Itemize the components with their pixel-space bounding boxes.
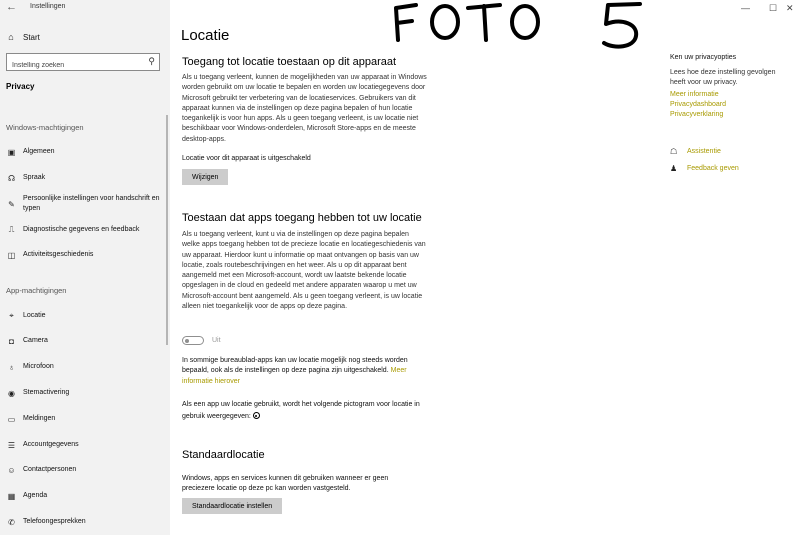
maximize-icon[interactable]: ☐ — [769, 3, 778, 13]
sidebar-item-label: Meldingen — [23, 415, 56, 422]
section-text-default-location: Windows, apps en services kunnen dit gebruiken wanneer er geen preciezere locatie op deze pc kan worden vastgesteld. — [182, 475, 389, 493]
sidebar-item-accountgegevens[interactable] — [6, 440, 160, 450]
section-heading-device-access: Toegang tot locatie toestaan op dit apparaat — [182, 56, 397, 68]
location-in-use-icon — [253, 412, 260, 419]
sidebar-item-agenda[interactable] — [6, 491, 160, 501]
toggle-state-label: Uit — [212, 337, 221, 344]
back-arrow-icon[interactable]: ← — [6, 1, 17, 13]
home-icon: ⌂ — [8, 32, 14, 42]
more-info-link[interactable]: Meer informatie hierover — [182, 367, 407, 385]
sidebar-item-locatie[interactable] — [6, 311, 160, 321]
account-icon: ☰ — [7, 440, 16, 450]
section-title-privacy: Privacy — [6, 82, 35, 91]
privacy-options-title: Ken uw privacyopties — [670, 54, 737, 61]
icon-note-text: Als een app uw locatie gebruikt, wordt het volgende pictogram voor locatie in gebruik weergegeven: — [182, 401, 420, 420]
set-default-location-button[interactable]: Standaardlocatie instellen — [182, 498, 282, 514]
calendar-icon: ▦ — [7, 491, 16, 501]
sidebar-item-diagnostiek[interactable] — [6, 225, 160, 235]
notifications-icon: ▭ — [7, 414, 16, 424]
sidebar-item-label: Agenda — [23, 492, 48, 499]
desktop-apps-note — [182, 356, 412, 387]
microphone-icon: ♁ — [8, 362, 15, 372]
sidebar-item-camera[interactable] — [6, 336, 160, 346]
change-button[interactable]: Wijzigen — [182, 169, 228, 185]
page-title: Locatie — [181, 27, 230, 44]
sidebar-item-label: Microfoon — [23, 363, 54, 370]
desktop-apps-note-text: In sommige bureaublad-apps kan uw locatie mogelijk nog steeds worden bepaald, ook als de instellingen op deze pagina zijn uitgeschakeld. — [182, 357, 408, 375]
lock-icon: ▣ — [7, 147, 16, 157]
device-location-status: Locatie voor dit apparaat is uitgeschakeld — [182, 155, 311, 162]
window-title: Instellingen — [30, 3, 66, 10]
icon-note — [182, 399, 422, 423]
help-link[interactable] — [670, 147, 721, 156]
sidebar-item-label: Persoonlijke instellingen voor handschrift en typen — [23, 195, 160, 212]
pen-icon: ✎ — [8, 199, 15, 209]
privacy-options-text: Lees hoe deze instelling gevolgen heeft voor uw privacy. — [670, 69, 776, 86]
sidebar-scrollbar[interactable] — [166, 115, 168, 345]
speech-icon: ☊ — [7, 173, 16, 183]
sidebar-item-label: Camera — [23, 337, 48, 344]
sidebar-item-label: Stemactivering — [23, 389, 70, 396]
help-label: Assistentie — [687, 148, 721, 155]
sidebar-item-activiteit[interactable] — [6, 250, 160, 260]
sidebar-item-label: Activiteitsgeschiedenis — [23, 251, 94, 258]
phone-icon: ✆ — [8, 517, 15, 527]
nav-start[interactable] — [6, 29, 40, 45]
section-header-windows-permissions: Windows-machtigingen — [6, 123, 84, 132]
sidebar — [0, 0, 170, 535]
activity-icon: ◫ — [7, 250, 16, 260]
sidebar-item-microfoon[interactable] — [6, 362, 160, 372]
sidebar-item-label: Accountgegevens — [23, 441, 79, 448]
toggle-knob — [185, 339, 189, 343]
sidebar-item-handschrift[interactable] — [6, 194, 160, 214]
search-box[interactable] — [6, 53, 160, 71]
help-chat-icon: ☖ — [670, 147, 678, 156]
minimize-icon[interactable]: — — [741, 3, 750, 13]
contacts-icon: ☺ — [7, 465, 16, 475]
sidebar-item-label: Locatie — [23, 312, 46, 319]
sidebar-item-telefoongesprekken[interactable] — [6, 517, 160, 527]
section-header-app-permissions: App-machtigingen — [6, 286, 67, 295]
sidebar-item-stemactivering[interactable] — [6, 388, 160, 398]
sidebar-item-label: Algemeen — [23, 148, 55, 155]
sidebar-item-label: Spraak — [23, 174, 46, 181]
search-icon[interactable]: ⚲ — [148, 56, 155, 66]
sidebar-item-label: Diagnostische gegevens en feedback — [23, 226, 140, 233]
sidebar-item-meldingen[interactable] — [6, 414, 160, 424]
search-input[interactable] — [7, 58, 142, 74]
section-heading-app-access: Toestaan dat apps toegang hebben tot uw locatie — [182, 212, 422, 224]
section-text-device-access: Als u toegang verleent, kunnen de mogelijkheden van uw apparaat in Windows worden gebruikt om uw locatie te bepalen en worden uw locatiegegevens door Microsoft gebruikt ter verbetering van de locatieservices. Gebruikers van dit apparaat kunnen via de instellingen op deze pagina bepalen of hun locatie toegankelijk is voor hun apps. Als u geen toegang verleent, is uw locatie niet beschikbaar voor Windows-onderdelen, Microsoft Store-apps en de meeste desktop-apps. — [182, 74, 427, 143]
privacy-statement-link[interactable]: Privacyverklaring — [670, 111, 724, 118]
nav-start-label: Start — [23, 32, 40, 42]
close-icon[interactable]: ✕ — [786, 3, 794, 13]
more-info-right-link[interactable]: Meer informatie — [670, 91, 719, 98]
handwritten-overlay-foto-5 — [390, 0, 650, 56]
privacy-dashboard-link[interactable]: Privacydashboard — [670, 101, 727, 108]
feedback-label: Feedback geven — [687, 165, 739, 172]
camera-icon: ◘ — [9, 336, 14, 346]
sidebar-item-algemeen[interactable] — [6, 147, 160, 157]
diagnostics-icon: ⎍ — [8, 225, 15, 234]
location-toggle[interactable] — [182, 336, 204, 345]
sidebar-item-label: Telefoongesprekken — [23, 518, 86, 525]
feedback-icon: ♟ — [670, 164, 678, 173]
location-icon: ⌖ — [9, 311, 14, 320]
sidebar-item-contactpersonen[interactable] — [6, 465, 160, 475]
sidebar-item-spraak[interactable] — [6, 173, 160, 183]
voice-activation-icon: ◉ — [8, 388, 15, 398]
section-heading-default-location: Standaardlocatie — [182, 449, 265, 461]
sidebar-item-label: Contactpersonen — [23, 466, 77, 473]
feedback-link[interactable] — [670, 164, 739, 173]
section-text-app-access: Als u toegang verleent, kunt u via de instellingen op deze pagina bepalen welke apps toegang hebben tot de precieze locatie en locatiegeschiedenis van uw apparaat. Hierdoor kunt u informatie op maat ontvangen op basis van uw locatie, zoals routebeschrijvingen en het weer. Als u op dit apparaat bent aangemeld met een Microsoft-account, wordt uw laatste bekende locatie opgeslagen in de cloud en gedeeld met andere apparaten waarop u met uw Microsoft-account bent aangemeld. Als u geen toegang verleent, is uw locatie alleen niet toegankelijk voor de apps op deze pagina. — [182, 231, 426, 311]
